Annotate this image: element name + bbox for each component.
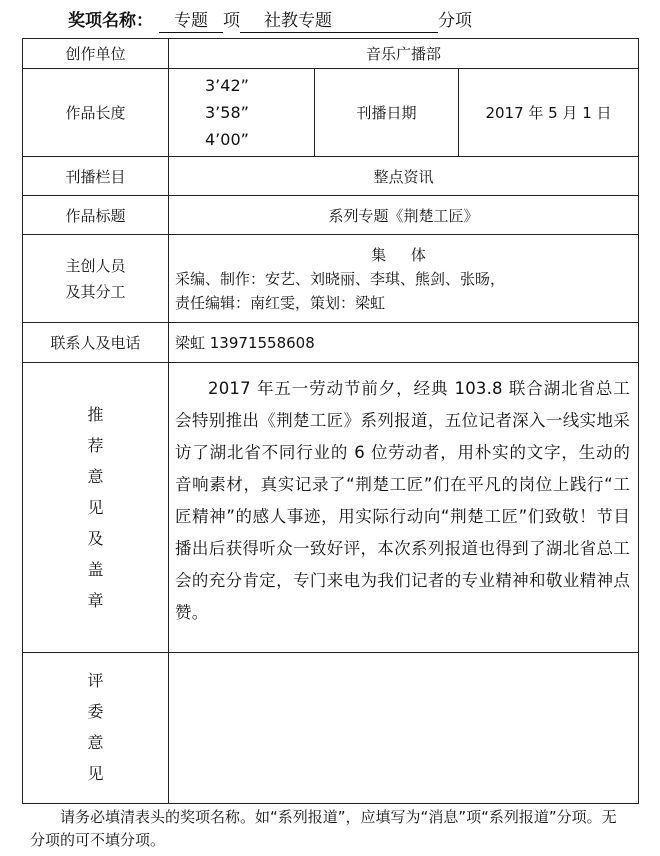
broadcast-date-label: 刊播日期: [315, 69, 459, 157]
rec-char-2: 荐: [87, 436, 104, 455]
judge-char-1: 评: [87, 671, 104, 690]
award-name-label: 奖项名称：: [68, 11, 153, 31]
row-recommendation: [23, 363, 639, 653]
contact-label: 联系人及电话: [23, 323, 169, 363]
rec-char-1: 推: [87, 405, 104, 424]
judge-char-3: 意: [87, 733, 104, 752]
rec-char-7: 章: [87, 591, 104, 610]
rec-char-6: 盖: [87, 560, 104, 579]
length-value-3: 4’00”: [205, 130, 249, 149]
award-name-header: [68, 10, 472, 36]
rec-char-4: 见: [87, 498, 104, 517]
creators-editing: 采编、制作：安艺、刘晓丽、李琪、熊剑、张旸，: [175, 269, 506, 288]
judge-char-2: 委: [87, 702, 104, 721]
row-judges: [23, 653, 639, 804]
row-title: [23, 196, 639, 235]
length-label: 作品长度: [23, 69, 169, 157]
contact-value: 梁虹 13971558608: [169, 323, 639, 363]
unit-value: 音乐广播部: [169, 39, 639, 69]
creators-value: [169, 235, 639, 323]
row-length: [23, 69, 639, 157]
broadcast-date-value: 2017 年 5 月 1 日: [459, 69, 639, 157]
award-subcategory-suffix: 分项: [438, 11, 472, 31]
row-creators: [23, 235, 639, 323]
unit-label: 创作单位: [23, 39, 169, 69]
entry-form-table: [22, 38, 639, 804]
recommendation-label: [23, 363, 169, 653]
title-value: 系列专题《荆楚工匠》: [169, 196, 639, 235]
column-label: 刊播栏目: [23, 157, 169, 196]
rec-char-3: 意: [87, 467, 104, 486]
creators-label-line2: 及其分工: [65, 282, 126, 301]
judge-char-4: 见: [87, 764, 104, 783]
length-value-2: 3’58”: [205, 103, 249, 122]
row-contact: [23, 323, 639, 363]
length-values: [169, 69, 315, 157]
judges-label: [23, 653, 169, 804]
creators-label: [23, 235, 169, 323]
award-subcategory-blank: [396, 10, 438, 33]
column-value: 整点资讯: [169, 157, 639, 196]
judges-value: [169, 653, 639, 804]
award-category-suffix: 项: [223, 11, 240, 31]
recommendation-text: 2017 年五一劳动节前夕，经典 103.8 联合湖北省总工会特别推出《荆楚工匠》系列报道，五位记者深入一线实地采访了湖北省不同行业的 6 位劳动者，用朴实的文字，生动的音响素材，真实记录了“荆楚工匠”们在平凡的岗位上践行“工匠精神”的感人事迹，用实际行动向“荆楚工匠”们致敬！节目播出后获得听众一致好评，本次系列报道也得到了湖北省总工会的充分肯定，专门来电为我们记者的专业精神和敬业精神点赞。: [169, 363, 639, 653]
instruction-note: 请务必填清表头的奖项名称。如“系列报道”，应填写为“消息”项“系列报道”分项。无分项的可不填分项。: [30, 808, 617, 849]
creators-label-line1: 主创人员: [65, 256, 126, 275]
award-subcategory-field: 社教专题: [240, 10, 396, 33]
length-value-1: 3’42”: [205, 76, 249, 95]
creators-editor-planner: 责任编辑：南红雯，策划：梁虹: [175, 293, 386, 312]
award-category-field: 专题: [159, 10, 223, 33]
rec-char-5: 及: [87, 529, 104, 548]
creators-collective: 集 体: [371, 245, 436, 264]
title-label: 作品标题: [23, 196, 169, 235]
row-unit: [23, 39, 639, 69]
row-column: [23, 157, 639, 196]
